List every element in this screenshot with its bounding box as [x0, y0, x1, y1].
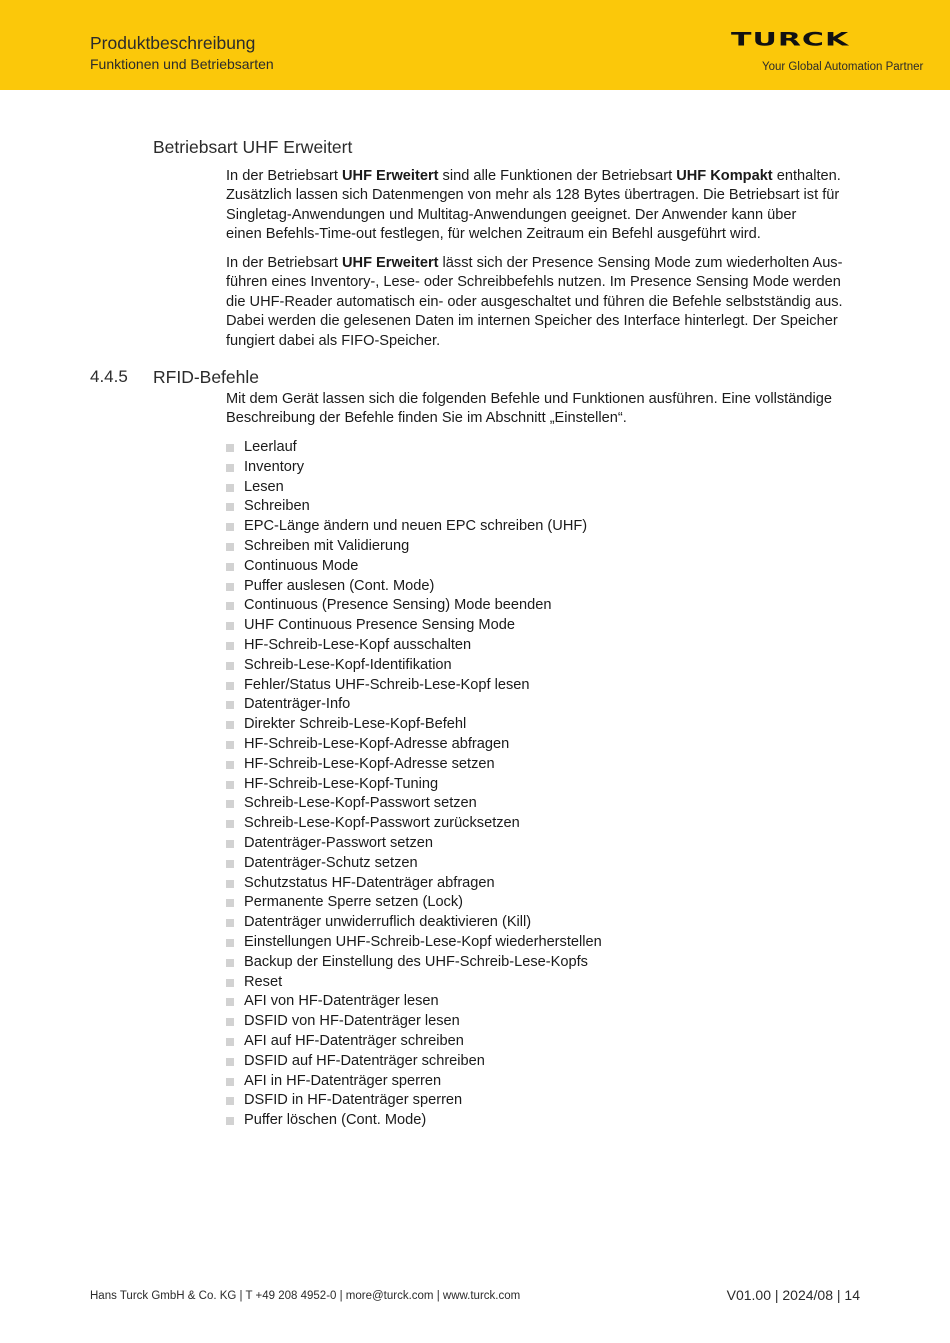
list-item: [226, 794, 602, 814]
square-bullet-icon: [226, 959, 234, 967]
list-item-label: Backup der Einstellung des UHF-Schreib-Lese-Kopfs: [244, 953, 588, 970]
square-bullet-icon: [226, 939, 234, 947]
square-bullet-icon: [226, 523, 234, 531]
list-item: [226, 537, 602, 557]
square-bullet-icon: [226, 1038, 234, 1046]
paragraph-line: Mit dem Gerät lassen sich die folgenden Befehle und Funktionen ausführen. Eine vollständige: [226, 391, 833, 407]
square-bullet-icon: [226, 979, 234, 987]
square-bullet-icon: [226, 622, 234, 630]
square-bullet-icon: [226, 1078, 234, 1086]
list-item-label: Puffer auslesen (Cont. Mode): [244, 577, 435, 594]
section-number: 4.4.5: [90, 367, 128, 386]
list-item-label: Continuous (Presence Sensing) Mode beenden: [244, 597, 552, 614]
list-item: [226, 913, 602, 933]
list-item: [226, 1012, 602, 1032]
list-item: [226, 735, 602, 755]
square-bullet-icon: [226, 1097, 234, 1105]
list-item: [226, 834, 602, 854]
list-item: [226, 992, 602, 1012]
list-item-label: HF-Schreib-Lese-Kopf-Tuning: [244, 775, 439, 792]
square-bullet-icon: [226, 1058, 234, 1066]
paragraph-line: In der Betriebsart UHF Erweitert lässt sich der Presence Sensing Mode zum wiederholten Aus-: [226, 255, 843, 271]
square-bullet-icon: [226, 503, 234, 511]
logo-tagline: Your Global Automation Partner: [762, 61, 924, 73]
list-item-label: Datenträger-Passwort setzen: [244, 834, 433, 851]
paragraph-line: die UHF-Reader automatisch ein- oder ausgeschaltet und führen die Befehle selbstständig aus.: [226, 293, 843, 310]
square-bullet-icon: [226, 721, 234, 729]
square-bullet-icon: [226, 840, 234, 848]
list-item: [226, 656, 602, 676]
list-item-label: HF-Schreib-Lese-Kopf-Adresse abfragen: [244, 735, 510, 752]
list-item: [226, 596, 602, 616]
list-item: [226, 755, 602, 775]
square-bullet-icon: [226, 642, 234, 650]
list-item-label: Lesen: [244, 478, 284, 495]
list-item: [226, 616, 602, 636]
footer-version-page: V01.00 | 2024/08 | 14: [726, 1287, 860, 1303]
list-item-label: Puffer löschen (Cont. Mode): [244, 1112, 427, 1129]
header-title: Produktbeschreibung: [90, 33, 256, 53]
paragraph-line: Zusätzlich lassen sich Datenmengen von mehr als 128 Bytes übertragen. Die Betriebsart ist für: [226, 187, 840, 204]
paragraph-line: Beschreibung der Befehle finden Sie im Abschnitt „Einstellen“.: [226, 410, 627, 427]
list-item-label: Schreiben: [244, 498, 310, 515]
list-item: [226, 676, 602, 696]
paragraph-line: Singletag-Anwendungen und Multitag-Anwendungen geeignet. Der Anwender kann über: [226, 206, 797, 223]
list-item: [226, 1072, 602, 1092]
list-item: [226, 636, 602, 656]
list-item-label: EPC-Länge ändern und neuen EPC schreiben (UHF): [244, 518, 588, 535]
list-item: [226, 933, 602, 953]
list-item-label: Schreib-Lese-Kopf-Passwort zurücksetzen: [244, 815, 520, 832]
list-item-label: Einstellungen UHF-Schreib-Lese-Kopf wiederherstellen: [244, 933, 602, 950]
list-item: [226, 1032, 602, 1052]
list-item-label: DSFID von HF-Datenträger lesen: [244, 1013, 460, 1030]
paragraph-uhf-erweitert-1: [226, 167, 866, 245]
list-item-label: Inventory: [244, 458, 305, 475]
section-heading-rfid-befehle: RFID-Befehle: [153, 367, 260, 387]
list-item-label: Datenträger unwiderruflich deaktivieren (Kill): [244, 914, 532, 931]
square-bullet-icon: [226, 781, 234, 789]
list-item: [226, 814, 602, 834]
list-item: [226, 1091, 602, 1111]
square-bullet-icon: [226, 919, 234, 927]
list-item: [226, 577, 602, 597]
list-item-label: DSFID in HF-Datenträger sperren: [244, 1092, 463, 1109]
list-item-label: Continuous Mode: [244, 557, 359, 574]
paragraph-line: einen Befehls-Time-out festlegen, für welchen Zeitraum ein Befehl ausgeführt wird.: [226, 226, 761, 243]
list-item-label: Datenträger-Schutz setzen: [244, 854, 418, 871]
square-bullet-icon: [226, 1018, 234, 1026]
list-item-label: Schreib-Lese-Kopf-Passwort setzen: [244, 795, 477, 812]
square-bullet-icon: [226, 1117, 234, 1125]
square-bullet-icon: [226, 800, 234, 808]
paragraph-line: fungiert dabei als FIFO-Speicher.: [226, 332, 441, 349]
list-item-label: Fehler/Status UHF-Schreib-Lese-Kopf lesen: [244, 676, 530, 693]
list-item-label: Datenträger-Info: [244, 696, 351, 713]
list-item-label: HF-Schreib-Lese-Kopf ausschalten: [244, 636, 472, 653]
list-item-label: HF-Schreib-Lese-Kopf-Adresse setzen: [244, 755, 495, 772]
list-item: [226, 775, 602, 795]
list-item: [226, 478, 602, 498]
paragraph-rfid-intro: [226, 390, 866, 429]
list-item-label: Reset: [244, 973, 283, 990]
square-bullet-icon: [226, 761, 234, 769]
square-bullet-icon: [226, 682, 234, 690]
square-bullet-icon: [226, 899, 234, 907]
list-item: [226, 973, 602, 993]
square-bullet-icon: [226, 820, 234, 828]
square-bullet-icon: [226, 998, 234, 1006]
list-item-label: Schreib-Lese-Kopf-Identifikation: [244, 656, 452, 673]
square-bullet-icon: [226, 860, 234, 868]
paragraph-line: führen eines Inventory-, Lese- oder Schreibbefehls nutzen. Im Presence Sensing Mode werden: [226, 274, 841, 291]
section-heading-uhf-erweitert: Betriebsart UHF Erweitert: [153, 137, 353, 157]
list-item: [226, 497, 602, 517]
square-bullet-icon: [226, 444, 234, 452]
list-item: [226, 695, 602, 715]
square-bullet-icon: [226, 464, 234, 472]
list-item: [226, 953, 602, 973]
paragraph-line: In der Betriebsart UHF Erweitert sind alle Funktionen der Betriebsart UHF Kompakt enthalten.: [226, 168, 841, 184]
list-item-label: Direkter Schreib-Lese-Kopf-Befehl: [244, 716, 467, 733]
list-item: [226, 715, 602, 735]
rfid-command-list: [226, 438, 602, 1131]
square-bullet-icon: [226, 880, 234, 888]
paragraph-line: Dabei werden die gelesenen Daten im internen Speicher des Interface hinterlegt. Der Speicher: [226, 313, 838, 330]
list-item: [226, 557, 602, 577]
page-header: [0, 0, 950, 90]
list-item: [226, 1111, 602, 1131]
turck-logo: TURCK: [731, 28, 850, 51]
paragraph-uhf-erweitert-2: [226, 254, 866, 351]
list-item: [226, 1052, 602, 1072]
square-bullet-icon: [226, 662, 234, 670]
list-item-label: Leerlauf: [244, 439, 297, 455]
list-item-label: AFI in HF-Datenträger sperren: [244, 1072, 442, 1089]
list-item: [226, 854, 602, 874]
list-item: [226, 874, 602, 894]
list-item-label: AFI von HF-Datenträger lesen: [244, 993, 439, 1010]
list-item: [226, 517, 602, 537]
footer-company-info: Hans Turck GmbH & Co. KG | T +49 208 4952-0 | more@turck.com | www.turck.com: [90, 1290, 521, 1302]
list-item: [226, 893, 602, 913]
list-item-label: AFI auf HF-Datenträger schreiben: [244, 1032, 464, 1049]
square-bullet-icon: [226, 543, 234, 551]
list-item-label: Schreiben mit Validierung: [244, 537, 410, 554]
list-item: [226, 458, 602, 478]
square-bullet-icon: [226, 741, 234, 749]
list-item-label: Permanente Sperre setzen (Lock): [244, 894, 464, 911]
square-bullet-icon: [226, 701, 234, 709]
square-bullet-icon: [226, 484, 234, 492]
list-item: [226, 438, 602, 458]
list-item-label: Schutzstatus HF-Datenträger abfragen: [244, 874, 495, 891]
header-subtitle: Funktionen und Betriebsarten: [90, 56, 274, 72]
list-item-label: UHF Continuous Presence Sensing Mode: [244, 617, 515, 634]
list-item-label: DSFID auf HF-Datenträger schreiben: [244, 1052, 485, 1069]
square-bullet-icon: [226, 563, 234, 571]
square-bullet-icon: [226, 583, 234, 591]
square-bullet-icon: [226, 602, 234, 610]
